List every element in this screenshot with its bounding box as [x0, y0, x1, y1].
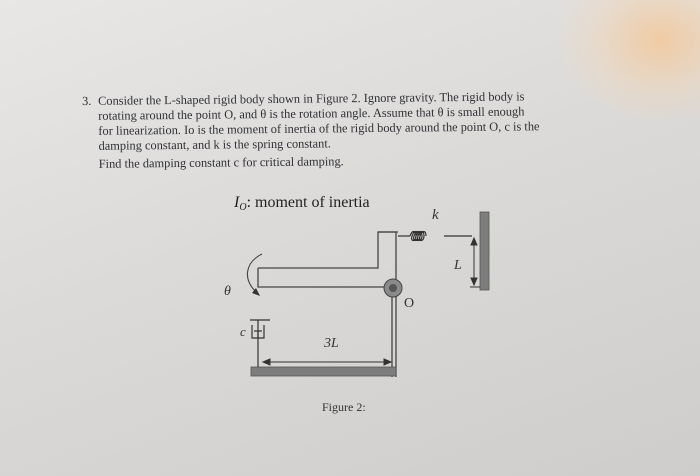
problem-line-2: rotating around the point O, and θ is the rotation angle. Assume that θ is small enough: [98, 104, 525, 123]
problem-number: 3.: [82, 93, 92, 108]
problem-find-line: Find the damping constant c for critical damping.: [98, 154, 344, 171]
spring-k: [398, 232, 472, 241]
length-l-dimension: [471, 238, 477, 285]
width-label: 3L: [324, 336, 339, 351]
width-3l-dimension: [263, 359, 391, 365]
inertia-label: $I_O$: moment of inertia: [234, 194, 370, 213]
rigid-body: [258, 232, 398, 377]
rotation-arrow: [247, 254, 262, 296]
problem-line-3: for linearization. Io is the moment of inertia of the rigid body around the point O, c is the: [98, 119, 540, 138]
pivot-label: O: [404, 296, 415, 311]
length-label: L: [454, 258, 462, 273]
problem-line-1: 3. Consider the L-shaped rigid body shown in Figure 2. Ignore gravity. The rigid body is: [82, 89, 525, 108]
bottom-bar: [251, 367, 396, 376]
angle-label: θ: [224, 284, 231, 299]
figure-caption: Figure 2:: [322, 400, 366, 414]
problem-line-4: damping constant, and k is the spring constant.: [98, 136, 331, 153]
spring-label: k: [432, 207, 439, 223]
damper-label: c: [240, 324, 246, 339]
pivot-o: [384, 279, 402, 297]
